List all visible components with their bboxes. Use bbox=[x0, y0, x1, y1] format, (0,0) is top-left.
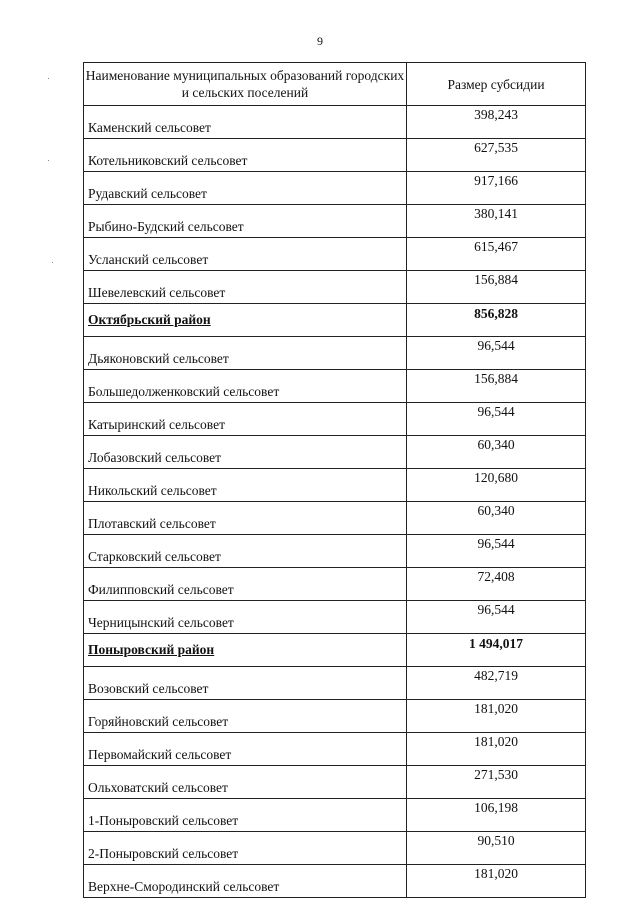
municipality-name: 2-Поныровский сельсовет bbox=[84, 832, 407, 865]
table-row bbox=[84, 139, 586, 172]
subsidy-amount: 627,535 bbox=[407, 139, 586, 172]
subsidy-amount: 181,020 bbox=[407, 865, 586, 898]
subsidy-amount: 271,530 bbox=[407, 766, 586, 799]
table-row bbox=[84, 469, 586, 502]
subsidy-amount: 380,141 bbox=[407, 205, 586, 238]
table-row bbox=[84, 733, 586, 766]
municipality-name: Большедолженковский сельсовет bbox=[84, 370, 407, 403]
subsidy-amount: 181,020 bbox=[407, 700, 586, 733]
table-body bbox=[84, 106, 586, 898]
table-row bbox=[84, 370, 586, 403]
subsidy-amount: 90,510 bbox=[407, 832, 586, 865]
table-row bbox=[84, 601, 586, 634]
subsidy-amount: 106,198 bbox=[407, 799, 586, 832]
municipality-name: Горяйновский сельсовет bbox=[84, 700, 407, 733]
subsidy-amount: 482,719 bbox=[407, 667, 586, 700]
table-row bbox=[84, 172, 586, 205]
municipality-name: Котельниковский сельсовет bbox=[84, 139, 407, 172]
subsidy-amount: 156,884 bbox=[407, 370, 586, 403]
page-number: 9 bbox=[317, 34, 323, 48]
table-row bbox=[84, 832, 586, 865]
subsidy-amount: 96,544 bbox=[407, 535, 586, 568]
municipality-name: Никольский сельсовет bbox=[84, 469, 407, 502]
subsidy-amount: 96,544 bbox=[407, 601, 586, 634]
subsidy-amount: 60,340 bbox=[407, 502, 586, 535]
municipality-name: Усланский сельсовет bbox=[84, 238, 407, 271]
header-name: Наименование муниципальных образований городских и сельских поселений bbox=[84, 63, 407, 106]
subsidy-amount: 60,340 bbox=[407, 436, 586, 469]
table-header-row bbox=[84, 63, 586, 106]
municipality-name: Верхне-Смородинский сельсовет bbox=[84, 865, 407, 898]
subsidy-amount: 917,166 bbox=[407, 172, 586, 205]
municipality-name: Лобазовский сельсовет bbox=[84, 436, 407, 469]
municipality-name: Рудавский сельсовет bbox=[84, 172, 407, 205]
table-row bbox=[84, 799, 586, 832]
scan-speck bbox=[48, 78, 49, 79]
table-row bbox=[84, 700, 586, 733]
municipality-name: Черницынский сельсовет bbox=[84, 601, 407, 634]
municipality-name: Возовский сельсовет bbox=[84, 667, 407, 700]
district-subsidy-amount: 1 494,017 bbox=[407, 634, 586, 667]
table-row bbox=[84, 502, 586, 535]
scan-speck bbox=[52, 262, 53, 263]
municipality-name: Каменский сельсовет bbox=[84, 106, 407, 139]
subsidy-amount: 120,680 bbox=[407, 469, 586, 502]
subsidy-amount: 156,884 bbox=[407, 271, 586, 304]
table-row bbox=[84, 568, 586, 601]
table-row bbox=[84, 337, 586, 370]
subsidy-amount: 615,467 bbox=[407, 238, 586, 271]
municipality-name: 1-Поныровский сельсовет bbox=[84, 799, 407, 832]
table-row bbox=[84, 205, 586, 238]
table-row bbox=[84, 667, 586, 700]
district-row bbox=[84, 304, 586, 337]
municipality-name: Ольховатский сельсовет bbox=[84, 766, 407, 799]
district-subsidy-amount: 856,828 bbox=[407, 304, 586, 337]
table-row bbox=[84, 403, 586, 436]
municipality-name: Дьяконовский сельсовет bbox=[84, 337, 407, 370]
header-amount: Размер субсидии bbox=[407, 63, 586, 106]
table-row bbox=[84, 535, 586, 568]
municipality-name: Шевелевский сельсовет bbox=[84, 271, 407, 304]
subsidy-amount: 72,408 bbox=[407, 568, 586, 601]
table-row bbox=[84, 436, 586, 469]
municipality-name: Катыринский сельсовет bbox=[84, 403, 407, 436]
municipality-name: Первомайский сельсовет bbox=[84, 733, 407, 766]
municipality-name: Рыбино-Будский сельсовет bbox=[84, 205, 407, 238]
table-row bbox=[84, 106, 586, 139]
table-row bbox=[84, 766, 586, 799]
district-name: Октябрьский район bbox=[84, 304, 407, 337]
table-row bbox=[84, 238, 586, 271]
district-row bbox=[84, 634, 586, 667]
municipality-name: Филипповский сельсовет bbox=[84, 568, 407, 601]
subsidy-amount: 96,544 bbox=[407, 403, 586, 436]
scan-speck bbox=[48, 160, 49, 161]
subsidy-amount: 181,020 bbox=[407, 733, 586, 766]
municipality-name: Плотавский сельсовет bbox=[84, 502, 407, 535]
subsidy-amount: 96,544 bbox=[407, 337, 586, 370]
subsidy-table bbox=[83, 62, 586, 898]
municipality-name: Старковский сельсовет bbox=[84, 535, 407, 568]
subsidy-amount: 398,243 bbox=[407, 106, 586, 139]
table-row bbox=[84, 271, 586, 304]
district-name: Поныровский район bbox=[84, 634, 407, 667]
table-row bbox=[84, 865, 586, 898]
